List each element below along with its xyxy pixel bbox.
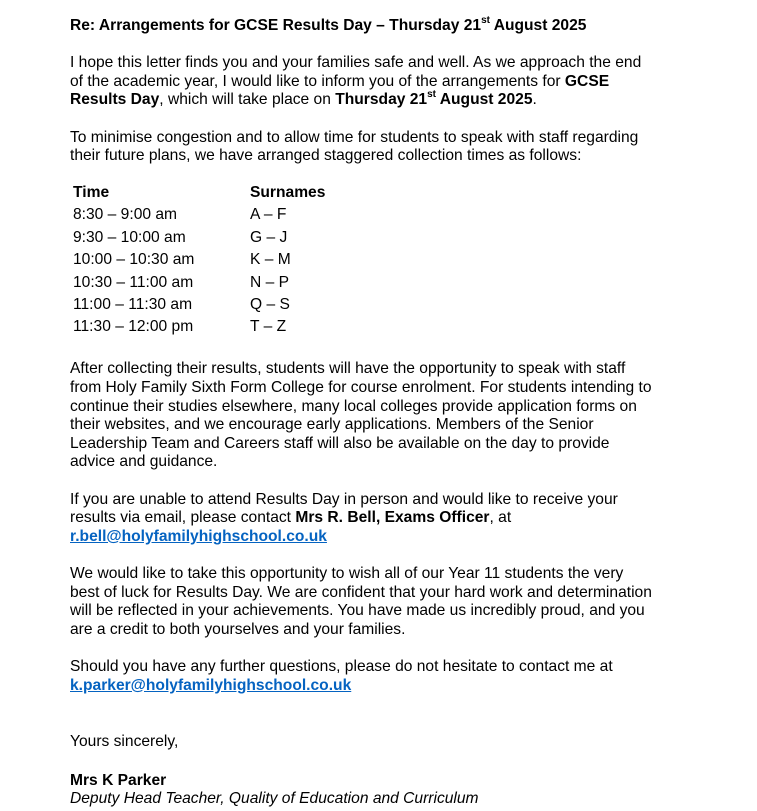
intro-paragraph [70,54,750,110]
paragraph-line: Should you have any further questions, please do not hesitate to contact me at [70,657,613,675]
paragraph-line: If you are unable to attend Results Day in person and would like to receive your [70,490,618,508]
time-cell: 11:30 – 12:00 pm [73,318,194,336]
paragraph-line: Leadership Team and Careers staff will also be available on the day to provide [70,434,610,452]
signoff: Yours sincerely, [70,733,179,751]
surname-cell: T – Z [250,318,287,336]
intro-line-3-text: , which will take place on [159,91,336,109]
table-header-row [73,182,325,204]
paragraph-line: After collecting their results, students will have the opportunity to speak with staff [70,360,626,378]
table-row [73,204,325,226]
exams-officer-name: Mrs R. Bell, Exams Officer [295,509,490,527]
intro-line-3-end: . [532,91,537,109]
intro-line-3-bold: Results Day [70,91,160,109]
subject-text-end: August 2025 [489,17,587,34]
subject-text: Re: Arrangements for GCSE Results Day – Thursday 21 [70,17,482,34]
congestion-line: their future plans, we have arranged staggered collection times as follows: [70,147,582,165]
time-cell: 9:30 – 10:00 am [73,228,186,246]
paragraph-line: their websites, and we encourage early applications. Members of the Senior [70,416,594,434]
paragraph-line: will be reflected in your achievements. You have made us incredibly proud, and you [70,602,645,620]
table-row [73,249,325,271]
surname-cell: K – M [250,251,291,269]
signatory-name: Mrs K Parker [70,771,167,789]
table-row [73,271,325,293]
collection-schedule-table [73,182,325,339]
email-results-paragraph [70,491,750,547]
intro-date [335,91,532,108]
questions-paragraph [70,658,750,695]
letter-body [70,14,750,809]
paragraph-line [70,528,750,547]
paragraph-line: advice and guidance. [70,453,218,471]
surname-cell: A – F [250,206,287,224]
wishes-paragraph [70,565,750,639]
surname-cell: N – P [250,273,289,291]
intro-line-3 [70,91,750,110]
paragraph-line [70,509,750,528]
intro-line-1: I hope this letter finds you and your families safe and well. As we approach the end [70,54,642,72]
time-cell: 10:30 – 11:00 am [73,273,194,291]
time-cell: 10:00 – 10:30 am [73,251,195,269]
intro-line-2-bold: GCSE [564,72,610,90]
table-row [73,316,325,338]
paragraph-line: best of luck for Results Day. We are confident that your hard work and determination [70,583,652,601]
exams-officer-email-link[interactable]: r.bell@holyfamilyhighschool.co.uk [70,527,327,545]
header-time: Time [73,183,110,201]
subject-sup: st [481,14,490,26]
intro-date-end: August 2025 [436,91,533,109]
intro-line-2 [70,73,750,92]
signatory-title: Deputy Head Teacher, Quality of Education and Curriculum [70,790,479,808]
intro-line-2-text: of the academic year, I would like to inform you of the arrangements for [70,72,565,90]
letter-subject [70,14,750,36]
intro-date-text: Thursday 21 [335,91,428,109]
deputy-head-email-link[interactable]: k.parker@holyfamilyhighschool.co.uk [70,676,352,694]
congestion-paragraph [70,129,750,166]
table-row [73,227,325,249]
paragraph-text: results via email, please contact [70,509,296,527]
paragraph-line: are a credit to both yourselves and your families. [70,620,406,638]
paragraph-line [70,677,750,696]
surname-cell: Q – S [250,295,290,313]
table-row [73,294,325,316]
paragraph-line: continue their studies elsewhere, many local colleges provide application forms on [70,397,637,415]
paragraph-line: from Holy Family Sixth Form College for course enrolment. For students intending to [70,379,652,397]
time-cell: 11:00 – 11:30 am [73,295,193,313]
paragraph-text: , at [489,509,512,527]
header-surnames: Surnames [250,183,326,201]
after-collection-paragraph [70,360,750,472]
surname-cell: G – J [250,228,288,246]
paragraph-line: We would like to take this opportunity to wish all of our Year 11 students the very [70,565,624,583]
intro-date-sup: st [427,89,437,101]
congestion-line: To minimise congestion and to allow time for students to speak with staff regarding [70,128,639,146]
time-cell: 8:30 – 9:00 am [73,206,178,224]
